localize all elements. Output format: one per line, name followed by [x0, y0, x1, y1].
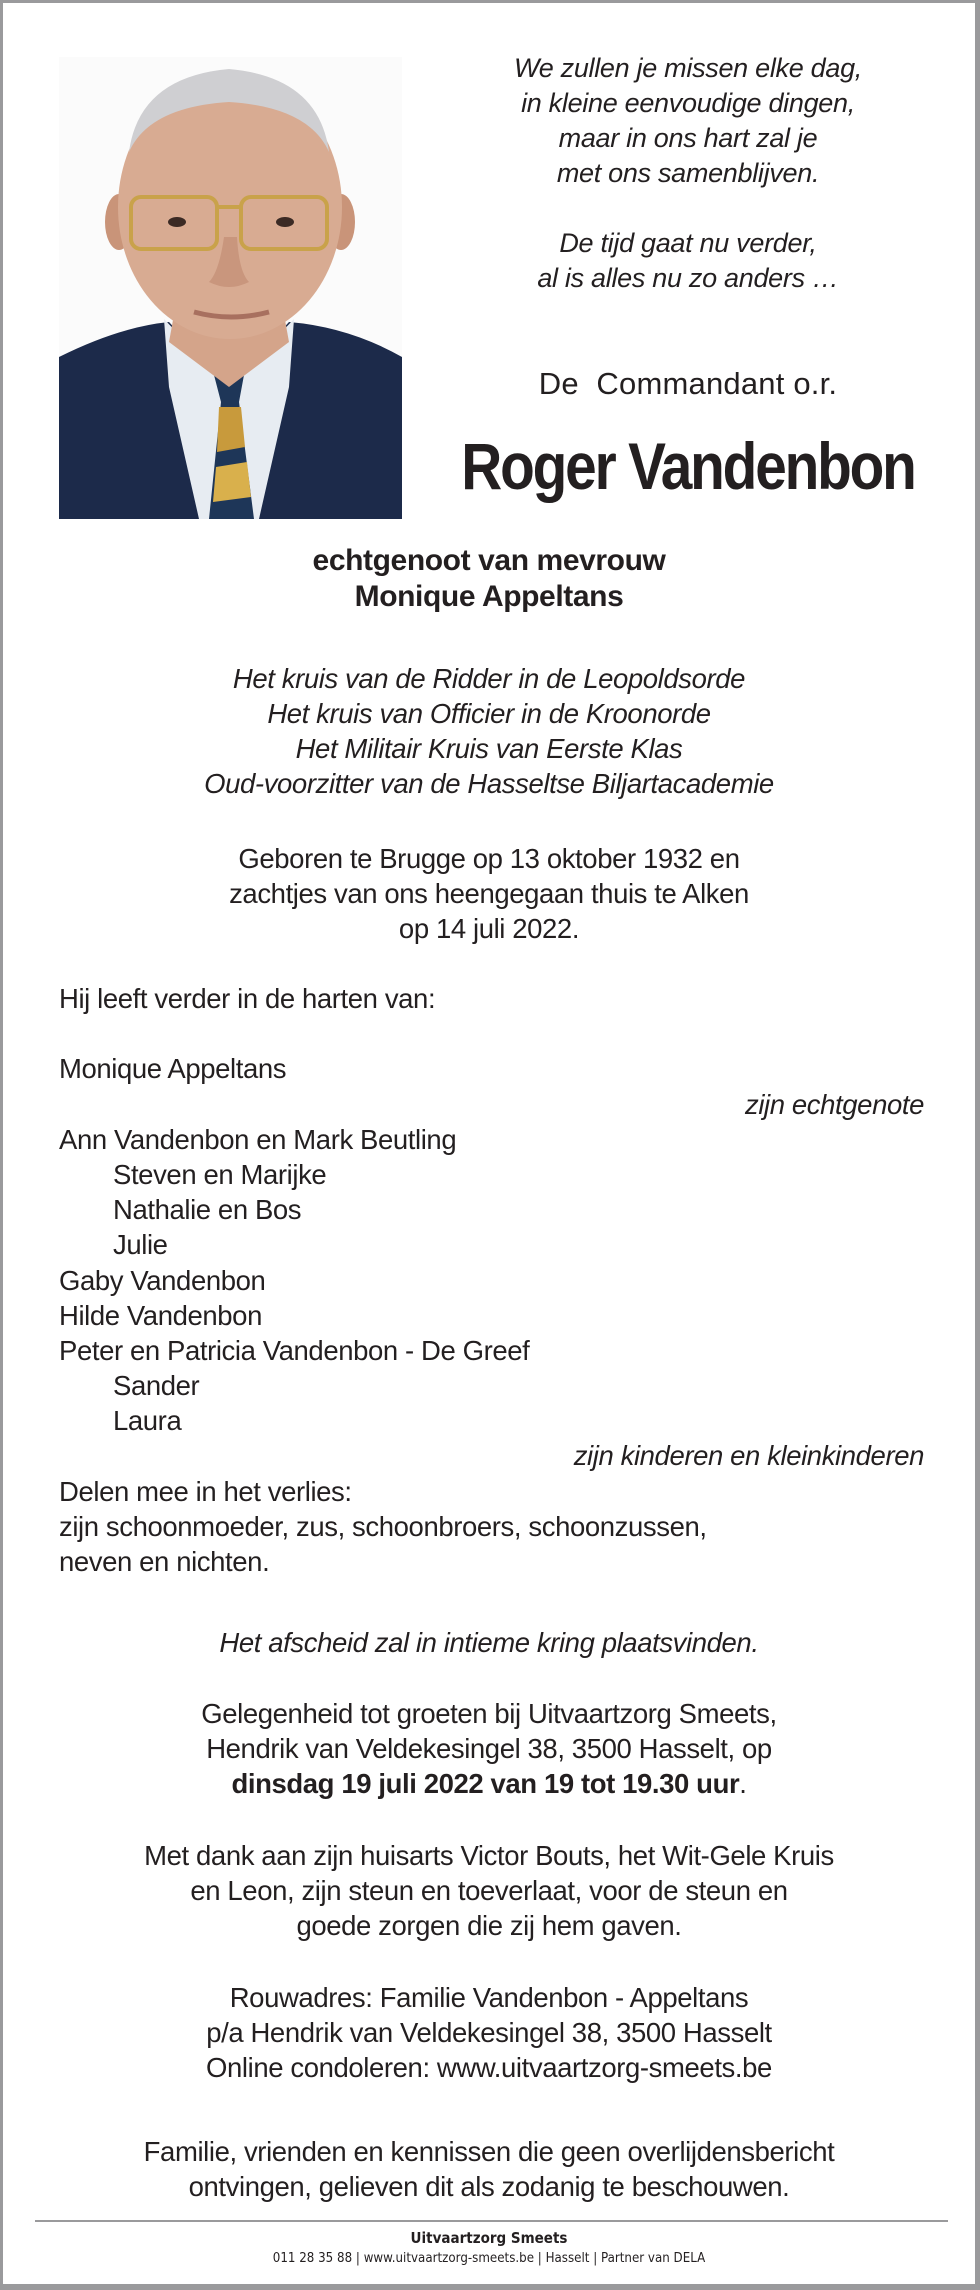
- birth-death-line: zachtjes van ons heengegaan thuis te Alken: [229, 878, 749, 909]
- others-intro: Delen mee in het verlies:: [59, 1475, 352, 1507]
- address-line: Rouwadres: Familie Vandenbon - Appeltans: [229, 1982, 749, 2013]
- honour-item: Het kruis van Officier in de Kroonorde: [267, 698, 711, 729]
- poem-line: met ons samenblijven.: [556, 158, 820, 188]
- poem-stanza-2: [403, 226, 973, 296]
- farewell-note: Het afscheid zal in intieme kring plaatsvinden.: [219, 1627, 759, 1658]
- spacer: [59, 1016, 924, 1051]
- thanks-line: Met dank aan zijn huisarts Victor Bouts, het Wit-Gele Kruis: [144, 1840, 834, 1871]
- portrait-photo: [59, 57, 402, 519]
- family-spouse-role: zijn echtgenote: [745, 1088, 924, 1120]
- visitation-line: Hendrik van Veldekesingel 38, 3500 Hasselt, op: [206, 1733, 772, 1764]
- spouse-label: echtgenoot van mevrouw: [312, 544, 666, 577]
- honour-item: Het Militair Kruis van Eerste Klas: [295, 733, 683, 764]
- spouse-name: Monique Appeltans: [354, 580, 624, 613]
- visitation-date: dinsdag 19 juli 2022 van 19 tot 19.30 uur: [231, 1768, 740, 1799]
- family-grandchild: Laura: [113, 1405, 182, 1437]
- notice-line: Familie, vrienden en kennissen die geen overlijdensbericht: [143, 2136, 835, 2167]
- address-line: p/a Hendrik van Veldekesingel 38, 3500 Hasselt: [206, 2017, 772, 2048]
- family-member: Gaby Vandenbon: [59, 1264, 266, 1296]
- family-grandchild: Nathalie en Bos: [113, 1194, 302, 1226]
- family-grandchild: Steven en Marijke: [113, 1158, 327, 1190]
- visitation-date-line: [3, 1766, 975, 1801]
- family-list: [59, 981, 924, 1579]
- honour-item: Oud-voorzitter van de Hasseltse Biljartacademie: [204, 768, 774, 799]
- funeral-home-contact: 011 28 35 88 | www.uitvaartzorg-smeets.be | Hasselt | Partner van DELA: [272, 2250, 706, 2266]
- poem-stanza-1: [403, 51, 973, 191]
- visitation-info: [3, 1696, 975, 1801]
- poem-line: We zullen je missen elke dag,: [514, 53, 862, 83]
- birth-death-line: Geboren te Brugge op 13 oktober 1932 en: [238, 843, 740, 874]
- birth-death-info: [3, 841, 975, 946]
- visitation-date-suffix: .: [739, 1768, 747, 1799]
- honour-item: Het kruis van de Ridder in de Leopoldsorde: [232, 663, 746, 694]
- honours-list: [3, 661, 975, 801]
- visitation-line: Gelegenheid tot groeten bij Uitvaartzorg Smeets,: [201, 1698, 777, 1729]
- obituary-card: [3, 3, 975, 2284]
- thanks-line: en Leon, zijn steun en toeverlaat, voor de steun en: [190, 1875, 788, 1906]
- footer-divider: [35, 2220, 948, 2222]
- deceased-name: Roger Vandenbon: [461, 429, 915, 503]
- birth-death-line: op 14 juli 2022.: [398, 913, 580, 944]
- family-member: Ann Vandenbon en Mark Beutling: [59, 1123, 457, 1155]
- portrait-illustration: [59, 57, 402, 519]
- notice-text: [3, 2134, 975, 2204]
- spouse-info: [3, 543, 975, 615]
- others-line: neven en nichten.: [59, 1546, 270, 1577]
- thanks-line: goede zorgen die zij hem gaven.: [296, 1910, 682, 1941]
- poem-line: al is alles nu zo anders …: [537, 263, 839, 293]
- condolence-link[interactable]: Online condoleren: www.uitvaartzorg-smeets.be: [206, 2052, 772, 2083]
- others-line: zijn schoonmoeder, zus, schoonbroers, schoonzussen,: [59, 1510, 707, 1542]
- deceased-rank: De Commandant o.r.: [538, 366, 838, 401]
- poem-line: in kleine eenvoudige dingen,: [521, 88, 855, 118]
- family-member: Hilde Vandenbon: [59, 1299, 262, 1331]
- poem-line: maar in ons hart zal je: [558, 123, 818, 153]
- funeral-home-name: Uitvaartzorg Smeets: [410, 2229, 568, 2247]
- family-grandchild: Sander: [113, 1370, 200, 1402]
- poem-line: De tijd gaat nu verder,: [559, 228, 817, 258]
- notice-line: ontvingen, gelieven dit als zodanig te beschouwen.: [188, 2171, 790, 2202]
- family-grandchild: Julie: [113, 1229, 168, 1261]
- memorial-poem: [403, 51, 973, 296]
- family-member: Peter en Patricia Vandenbon - De Greef: [59, 1334, 530, 1366]
- mourning-address: [3, 1980, 975, 2085]
- family-children-role: zijn kinderen en kleinkinderen: [573, 1440, 924, 1472]
- family-spouse: Monique Appeltans: [59, 1053, 287, 1085]
- family-intro: Hij leeft verder in de harten van:: [59, 983, 436, 1014]
- thanks-note: [3, 1838, 975, 1943]
